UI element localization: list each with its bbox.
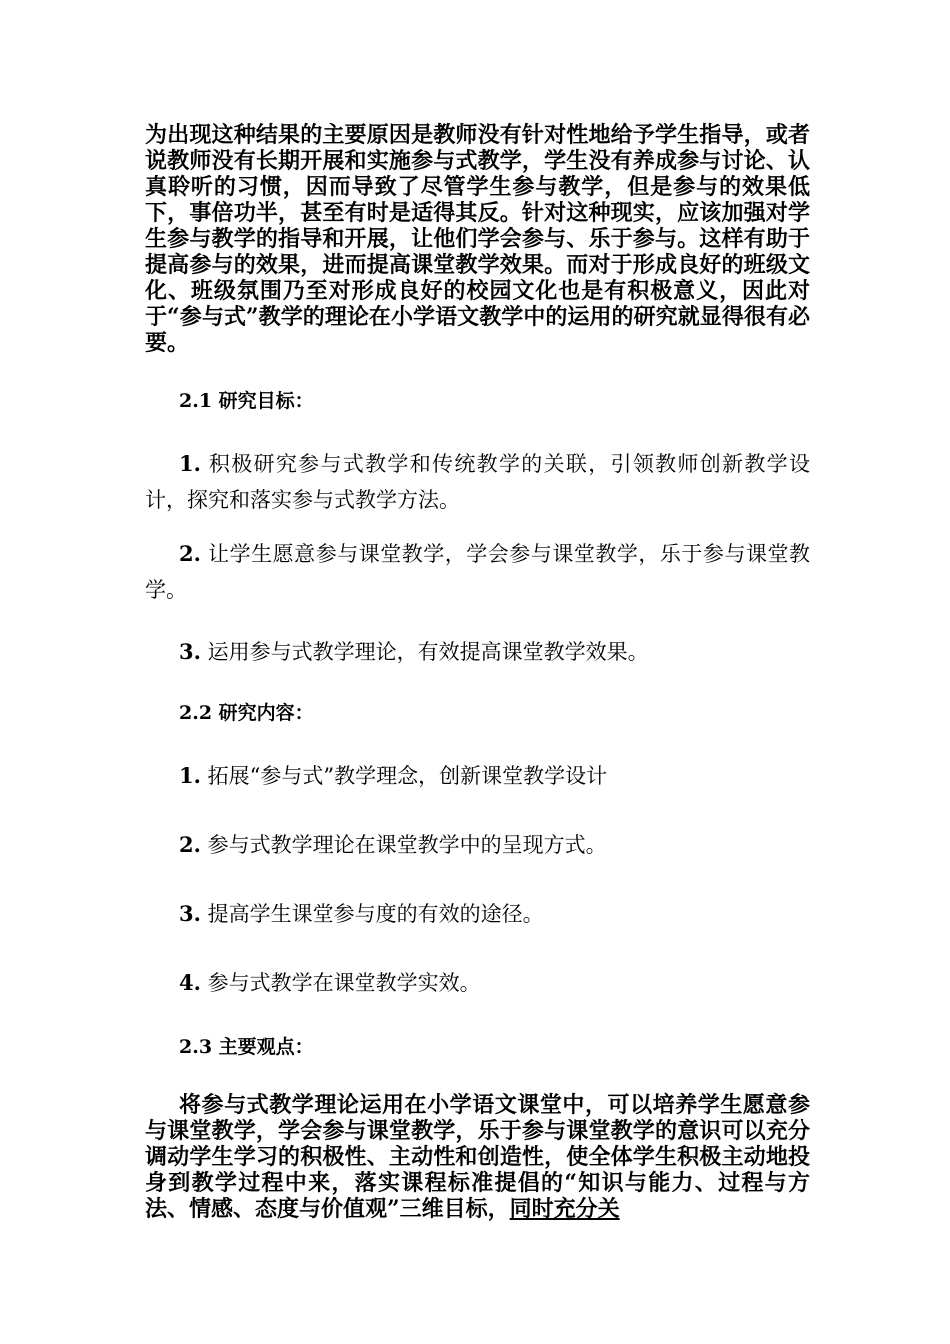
- item-text: 参与式教学在课堂教学实效。: [200, 971, 481, 995]
- item-number: 4.: [179, 970, 201, 995]
- item-number: 2.: [179, 541, 201, 566]
- item-text: 运用参与式教学理论，有效提高课堂教学效果。: [200, 640, 649, 664]
- objective-item-3: [145, 634, 810, 670]
- content-item-3: [145, 896, 810, 932]
- item-number: 1.: [179, 763, 201, 788]
- content-item-1: [145, 758, 810, 794]
- item-text: 参与式教学理论在课堂教学中的呈现方式。: [200, 833, 607, 857]
- viewpoint-text: 将参与式教学理论运用在小学语文课堂中，可以培养学生愿意参与课堂教学，学会参与课堂教学，乐于参与课堂教学的意识可以充分调动学生学习的积极性、主动性和创造性，使全体学生积极主动地投身到教学过程中来，落实课程标准提倡的“知识与能力、过程与方法、情感、态度与价值观”三维目标，: [145, 1092, 810, 1222]
- intro-paragraph: 为出现这种结果的主要原因是教师没有针对性地给予学生指导，或者说教师没有长期开展和实施参与式教学，学生没有养成参与讨论、认真聆听的习惯，因而导致了尽管学生参与教学，但是参与的效果低下，事倍功半，甚至有时是适得其反。针对这种现实，应该加强对学生参与教学的指导和开展，让他们学会参与、乐于参与。这样有助于提高参与的效果，进而提高课堂教学效果。而对于形成良好的班级文化、班级氛围乃至对形成良好的校园文化也是有积极意义，因此对于“参与式”教学的理论在小学语文教学中的运用的研究就显得很有必要。: [145, 122, 810, 356]
- content-item-4: [145, 965, 810, 1001]
- objective-item-2: [145, 536, 810, 608]
- item-text: 拓展“参与式”教学理念，创新课堂教学设计: [200, 764, 608, 788]
- item-number: 3.: [179, 901, 201, 926]
- viewpoint-underlined-text: 同时充分关: [509, 1196, 620, 1222]
- section-heading-2-2: 2.2 研究内容：: [179, 702, 314, 724]
- section-heading-2-3: 2.3 主要观点：: [179, 1036, 314, 1058]
- item-number: 1.: [179, 451, 201, 476]
- section-heading-2-1: 2.1 研究目标：: [179, 390, 314, 412]
- document-page: [145, 122, 810, 1222]
- viewpoint-paragraph: [145, 1092, 810, 1222]
- objective-item-1: [145, 446, 810, 518]
- content-item-2: [145, 827, 810, 863]
- item-number: 3.: [179, 639, 201, 664]
- item-text: 积极研究参与式教学和传统教学的关联，引领教师创新教学设计，探究和落实参与式教学方法。: [145, 452, 810, 512]
- item-text: 提高学生课堂参与度的有效的途径。: [200, 902, 544, 926]
- item-number: 2.: [179, 832, 201, 857]
- item-text: 让学生愿意参与课堂教学，学会参与课堂教学，乐于参与课堂教学。: [145, 542, 810, 602]
